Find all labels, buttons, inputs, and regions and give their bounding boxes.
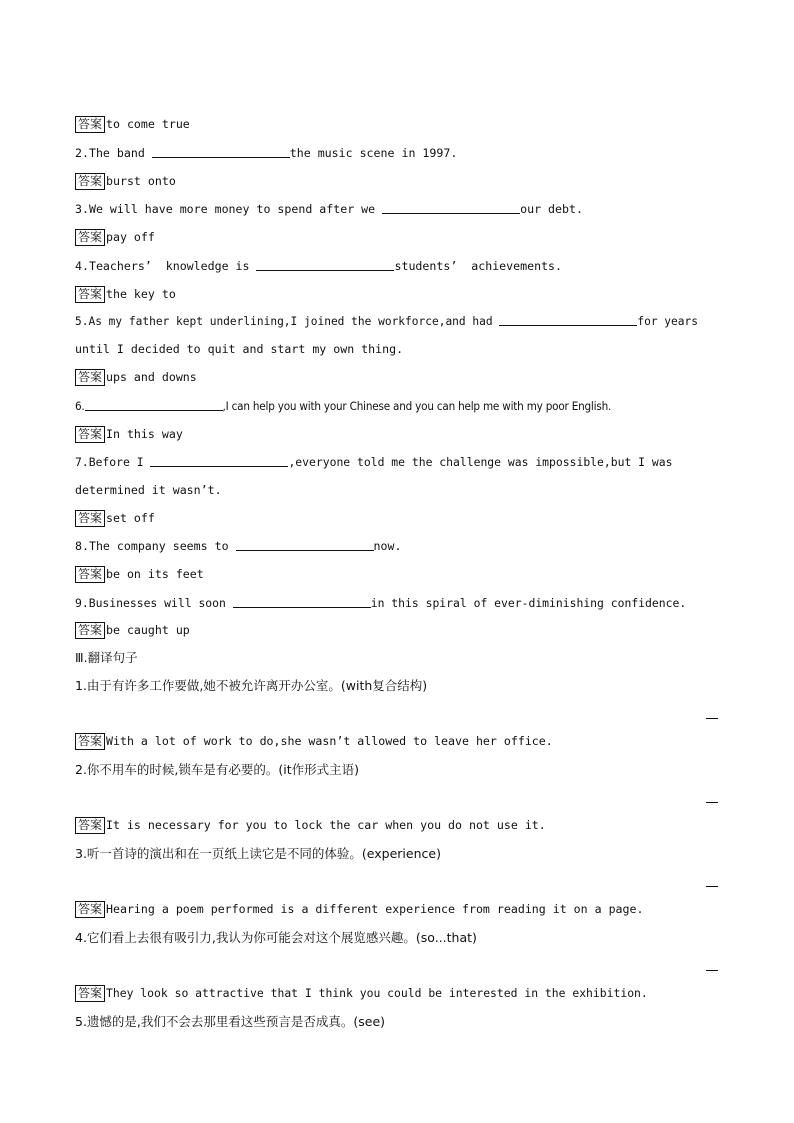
question-text: the music scene in 1997. <box>289 146 458 160</box>
question-text: 4.Teachers’ knowledge is <box>75 259 257 273</box>
question-text: in this spiral of ever-diminishing confidence. <box>370 596 687 610</box>
question-5-line-2: until I decided to quit and start my own thing. <box>75 342 404 356</box>
question-text: for years <box>637 315 698 328</box>
answer-blank <box>85 398 223 411</box>
answer-blank <box>152 145 290 158</box>
answer-label: 答案 <box>75 369 105 386</box>
translation-question-2: 2.你不用车的时候,锁车是有必要的。(it作形式主语) <box>75 762 360 777</box>
answer-line-6 <box>75 425 183 443</box>
question-3 <box>75 200 583 218</box>
answer-text: be on its feet <box>106 567 204 581</box>
answer-rule <box>706 970 718 971</box>
translation-question-4: 4.它们看上去很有吸引力,我认为你可能会对这个展览感兴趣。(so...that) <box>75 930 477 945</box>
answer-text: Hearing a poem performed is a different experience from reading it on a page. <box>106 902 644 916</box>
answer-text: set off <box>106 511 155 525</box>
answer-blank <box>233 595 371 608</box>
question-text: 3.We will have more money to spend after we <box>75 202 383 216</box>
answer-label: 答案 <box>75 566 105 583</box>
answer-line-1 <box>75 115 190 133</box>
answer-text: ups and downs <box>106 370 197 384</box>
answer-text: pay off <box>106 230 155 244</box>
answer-line-2 <box>75 172 176 190</box>
answer-label: 答案 <box>75 116 105 133</box>
answer-label: 答案 <box>75 173 105 190</box>
answer-text: In this way <box>106 427 183 441</box>
question-7-line-2: determined it wasn’t. <box>75 483 222 497</box>
answer-text: burst onto <box>106 174 176 188</box>
answer-label: 答案 <box>75 229 105 246</box>
question-text: ,everyone told me the challenge was impossible,but I was <box>288 455 673 469</box>
answer-label: 答案 <box>75 733 105 750</box>
question-text: 5.As my father kept underlining,I joined the workforce,and had <box>75 315 500 328</box>
section-title: Ⅲ.翻译句子 <box>75 650 138 665</box>
answer-line-5 <box>75 368 197 386</box>
question-4 <box>75 257 562 275</box>
translation-answer-1 <box>75 732 553 750</box>
answer-text: to come true <box>106 117 190 131</box>
answer-label: 答案 <box>75 817 105 834</box>
answer-line-8 <box>75 565 204 583</box>
question-9 <box>75 594 686 612</box>
question-5 <box>75 313 698 331</box>
question-2 <box>75 144 457 162</box>
answer-label: 答案 <box>75 426 105 443</box>
answer-rule <box>706 886 718 887</box>
answer-line-9 <box>75 621 190 639</box>
answer-label: 答案 <box>75 510 105 527</box>
answer-blank <box>382 201 520 214</box>
question-8 <box>75 537 401 555</box>
translation-answer-4 <box>75 984 648 1002</box>
answer-rule <box>706 802 718 803</box>
question-text: now. <box>373 539 402 553</box>
answer-blank <box>236 538 374 551</box>
answer-text: be caught up <box>106 623 190 637</box>
question-7 <box>75 453 672 471</box>
question-text: 2.The band <box>75 146 152 160</box>
question-text: students’ achievements. <box>394 259 563 273</box>
answer-line-3 <box>75 228 155 246</box>
question-text: ,I can help you with your Chinese and you can help me with my poor English. <box>222 399 612 413</box>
answer-text: It is necessary for you to lock the car when you do not use it. <box>106 818 546 832</box>
answer-line-7 <box>75 509 155 527</box>
question-text: 7.Before I <box>75 455 151 469</box>
question-text: 8.The company seems to <box>75 539 236 553</box>
translation-answer-3 <box>75 900 643 918</box>
answer-rule <box>706 718 718 719</box>
answer-blank <box>256 258 394 271</box>
translation-question-1: 1.由于有许多工作要做,她不被允许离开办公室。(with复合结构) <box>75 678 428 693</box>
translation-question-5: 5.遗憾的是,我们不会去那里看这些预言是否成真。(see) <box>75 1014 386 1029</box>
answer-label: 答案 <box>75 985 105 1002</box>
answer-line-4 <box>75 285 176 303</box>
answer-text: the key to <box>106 287 176 301</box>
answer-text: They look so attractive that I think you could be interested in the exhibition. <box>106 986 648 1000</box>
answer-label: 答案 <box>75 286 105 303</box>
answer-blank <box>499 313 637 326</box>
translation-question-3: 3.听一首诗的演出和在一页纸上读它是不同的体验。(experience) <box>75 846 441 861</box>
answer-label: 答案 <box>75 901 105 918</box>
answer-blank <box>150 454 288 467</box>
question-6 <box>75 397 611 415</box>
question-text: 6. <box>75 399 85 413</box>
question-text: 9.Businesses will soon <box>75 596 233 610</box>
translation-answer-2 <box>75 816 546 834</box>
answer-label: 答案 <box>75 622 105 639</box>
question-text: our debt. <box>520 202 583 216</box>
answer-text: With a lot of work to do,she wasn’t allowed to leave her office. <box>106 734 553 748</box>
